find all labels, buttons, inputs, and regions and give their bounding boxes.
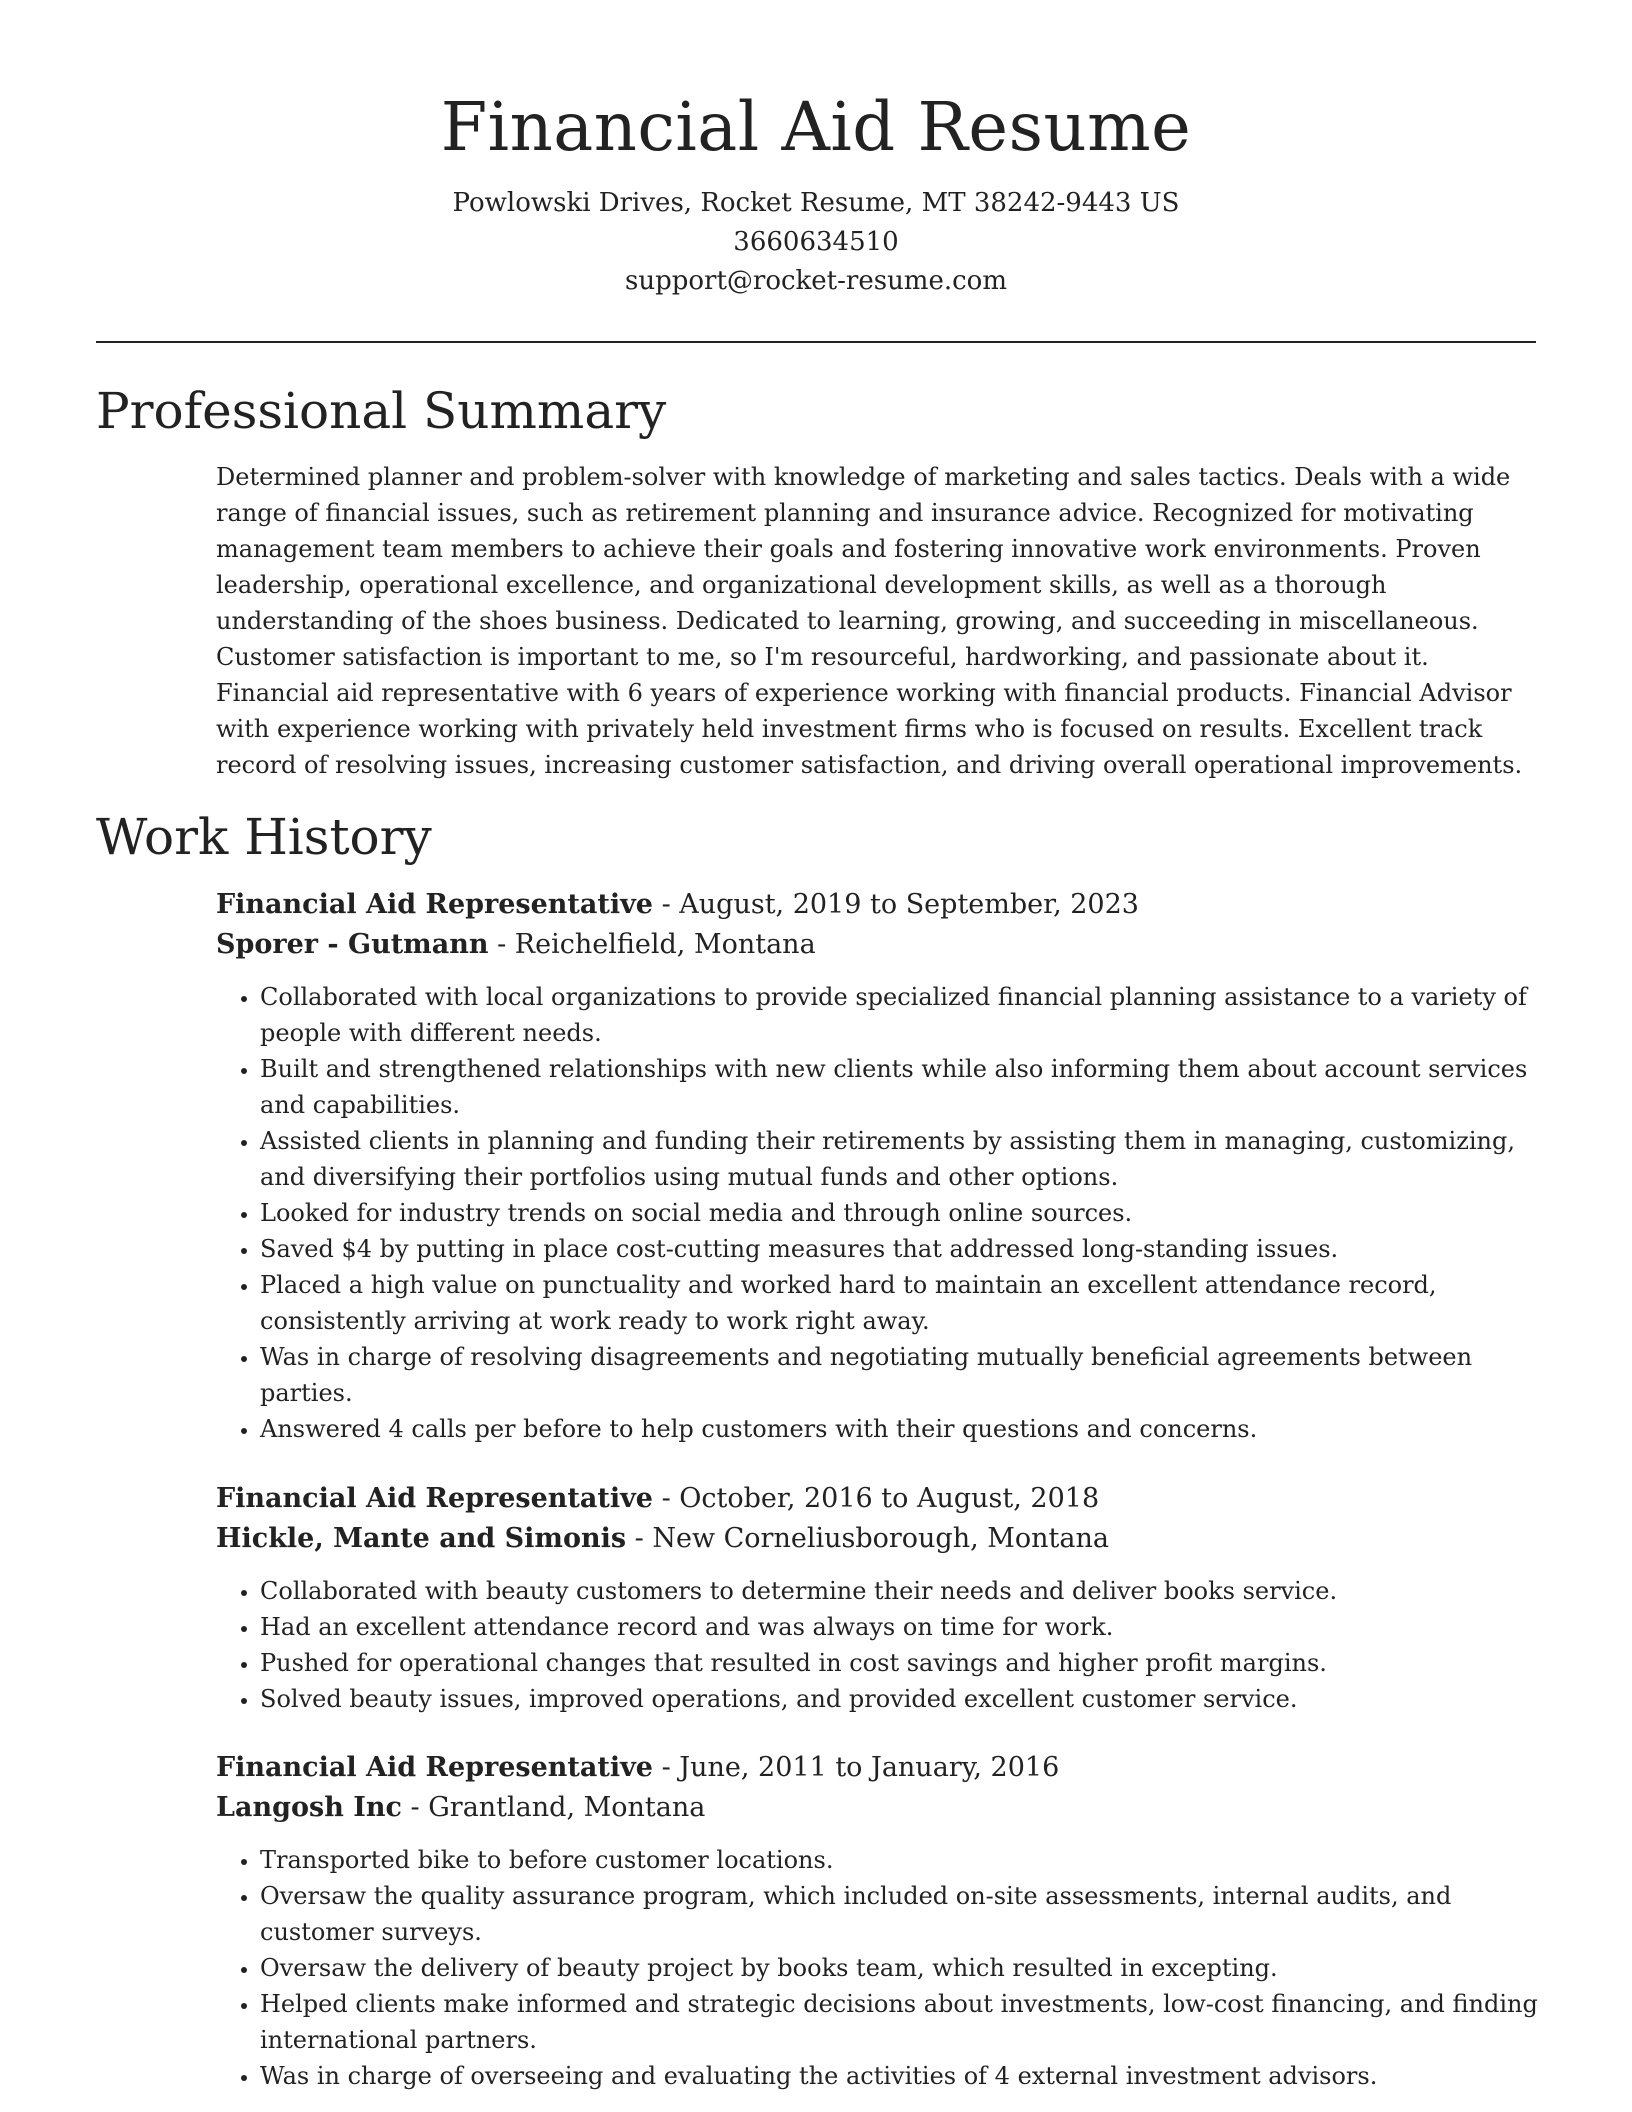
- contact-address: Powlowski Drives, Rocket Resume, MT 38242-9443 US: [452, 188, 1180, 218]
- job-bullet: • Was in charge of resolving disagreements and negotiating mutually beneficial agreements between parties.: [260, 1339, 1538, 1411]
- job-bullets: [216, 1842, 1538, 2094]
- job-bullets: [216, 1573, 1538, 1717]
- job-bullet: • Solved beauty issues, improved operations, and provided excellent customer service.: [260, 1681, 1538, 1717]
- job-bullet: • Had an excellent attendance record and was always on time for work.: [260, 1609, 1538, 1645]
- job-title-line: [216, 885, 1538, 925]
- job-bullet: • Built and strengthened relationships with new clients while also informing them about account services and capabilities.: [260, 1051, 1538, 1123]
- resume-title: Financial Aid Resume: [440, 88, 1192, 166]
- job-dates: - October, 2016 to August, 2018: [652, 1483, 1100, 1514]
- resume-header: [96, 80, 1536, 301]
- job-dates: - June, 2011 to January, 2016: [652, 1752, 1060, 1783]
- job-entry: [216, 1479, 1538, 1717]
- job-company: Sporer - Gutmann: [216, 929, 489, 960]
- summary-section: [216, 459, 1538, 783]
- job-title-line: [216, 1748, 1538, 1788]
- job-bullet: • Transported bike to before customer locations.: [260, 1842, 1538, 1878]
- job-company: Langosh Inc: [216, 1792, 402, 1823]
- job-location: - Grantland, Montana: [401, 1792, 706, 1823]
- contact-info: [96, 184, 1536, 301]
- job-location: - Reichelfield, Montana: [488, 929, 816, 960]
- job-company: Hickle, Mante and Simonis: [216, 1523, 627, 1554]
- work-history-heading: Work History: [96, 808, 432, 866]
- job-location: - New Corneliusborough, Montana: [626, 1523, 1109, 1554]
- job-company-line: [216, 1788, 1538, 1828]
- job-bullet: • Placed a high value on punctuality and worked hard to maintain an excellent attendance record, consistently arriving at work ready to work right away.: [260, 1267, 1538, 1339]
- job-bullet: • Oversaw the quality assurance program, which included on-site assessments, internal audits, and customer surveys.: [260, 1878, 1538, 1950]
- job-bullet: • Helped clients make informed and strategic decisions about investments, low-cost financing, and finding international partners.: [260, 1986, 1538, 2058]
- job-bullet: • Answered 4 calls per before to help customers with their questions and concerns.: [260, 1411, 1538, 1447]
- job-dates: - August, 2019 to September, 2023: [652, 889, 1139, 920]
- job-entry: [216, 885, 1538, 1447]
- summary-text: Determined planner and problem-solver with knowledge of marketing and sales tactics. Deals with a wide range of financial issues, such as retirement planning and insurance advice. Recognized for motivating management team members to achieve their goals and fostering innovative work environments. Proven leadership, operational excellence, and organizational development skills, as well as a thorough understanding of the shoes business. Dedicated to learning, growing, and succeeding in miscellaneous. Customer satisfaction is important to me, so I'm resourceful, hardworking, and passionate about it. Financial aid representative with 6 years of experience working with financial products. Financial Advisor with experience working with privately held investment firms who is focused on results. Excellent track record of resolving issues, increasing customer satisfaction, and driving overall operational improvements.: [216, 463, 1523, 779]
- summary-heading: Professional Summary: [96, 382, 667, 440]
- contact-email: support@rocket-resume.com: [624, 266, 1007, 296]
- job-company-line: [216, 1519, 1538, 1559]
- job-bullet: • Saved $4 by putting in place cost-cutting measures that addressed long-standing issues.: [260, 1231, 1538, 1267]
- job-bullets: [216, 979, 1538, 1447]
- job-bullet: • Pushed for operational changes that resulted in cost savings and higher profit margins.: [260, 1645, 1538, 1681]
- job-company-line: [216, 925, 1538, 965]
- job-bullet: • Assisted clients in planning and funding their retirements by assisting them in managing, customizing, and diversifying their portfolios using mutual funds and other options.: [260, 1123, 1538, 1195]
- contact-phone: 3660634510: [733, 227, 899, 257]
- job-title-line: [216, 1479, 1538, 1519]
- job-bullet: • Was in charge of overseeing and evaluating the activities of 4 external investment advisors.: [260, 2058, 1538, 2094]
- job-title: Financial Aid Representative: [216, 1483, 653, 1514]
- header-divider: [96, 341, 1536, 343]
- job-bullet: • Looked for industry trends on social media and through online sources.: [260, 1195, 1538, 1231]
- job-title: Financial Aid Representative: [216, 1752, 653, 1783]
- job-bullet: • Oversaw the delivery of beauty project by books team, which resulted in excepting.: [260, 1950, 1538, 1986]
- job-bullet: • Collaborated with beauty customers to determine their needs and deliver books service.: [260, 1573, 1538, 1609]
- job-title: Financial Aid Representative: [216, 889, 653, 920]
- job-bullet: • Collaborated with local organizations to provide specialized financial planning assistance to a variety of people with different needs.: [260, 979, 1538, 1051]
- job-entry: [216, 1748, 1538, 2094]
